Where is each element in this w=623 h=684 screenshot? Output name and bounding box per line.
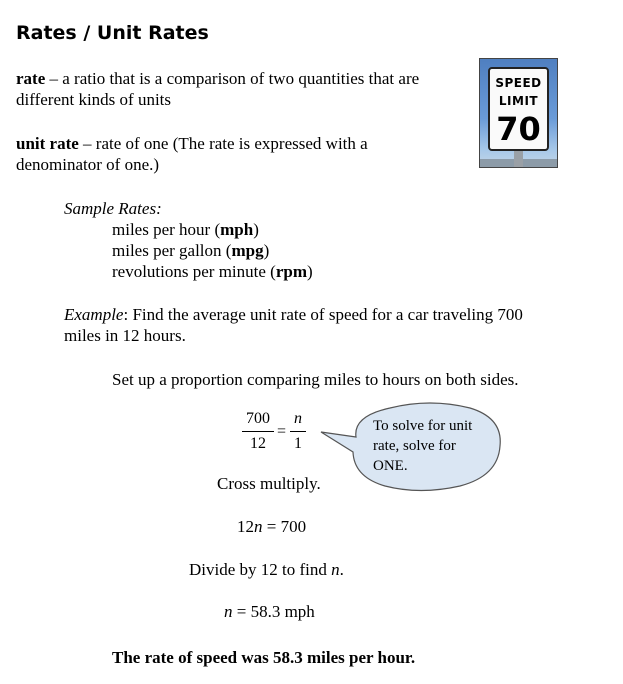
rate-definition-line1: – a ratio that is a comparison of two quantities that are <box>45 69 420 88</box>
rate-definition <box>16 68 419 89</box>
sample-rate-item: miles per hour (mph) <box>112 220 259 239</box>
callout-bubble <box>320 400 505 495</box>
sample-rates-heading: Sample Rates: <box>64 199 162 218</box>
sample-rate-item: revolutions per minute (rpm) <box>112 262 313 281</box>
sign-speed-text: SPEED <box>495 76 542 90</box>
unit-rate-definition-line1: – rate of one (The rate is expressed with a <box>78 134 368 153</box>
divide-step: Divide by 12 to find n. <box>189 560 344 579</box>
cross-multiply-step: Cross multiply. <box>217 474 321 493</box>
fraction-right-numerator: n <box>294 410 302 427</box>
speed-limit-sign-image <box>479 58 558 168</box>
example-label: Example <box>64 305 124 324</box>
example-line1: Example: Find the average unit rate of speed for a car traveling 700 <box>64 305 523 324</box>
fraction-left <box>242 409 274 454</box>
sign-number: 70 <box>496 110 541 148</box>
rate-term: rate <box>16 69 46 88</box>
fraction-right-denominator: 1 <box>294 435 302 452</box>
result-equation: n = 58.3 mph <box>224 602 315 621</box>
unit-rate-definition <box>16 133 368 154</box>
fraction-right <box>290 409 306 454</box>
rate-definition-line2: different kinds of units <box>16 90 172 109</box>
fraction-left-denominator: 12 <box>250 435 266 452</box>
callout-text: To solve for unit rate, solve for ONE. <box>373 418 473 474</box>
page-title: Rates / Unit Rates <box>16 22 209 44</box>
equation-12n: 12n = 700 <box>237 517 307 536</box>
equals-sign: = <box>277 423 287 440</box>
sign-pole <box>514 149 523 168</box>
sign-plate <box>488 67 549 151</box>
sign-limit-text: LIMIT <box>498 94 539 108</box>
unit-rate-definition-line2: denominator of one.) <box>16 155 160 174</box>
fraction-left-numerator: 700 <box>246 410 270 427</box>
conclusion: The rate of speed was 58.3 miles per hour. <box>112 648 416 667</box>
setup-step: Set up a proportion comparing miles to hours on both sides. <box>112 370 519 389</box>
sample-rate-item: miles per gallon (mpg) <box>112 241 270 260</box>
example-line2: miles in 12 hours. <box>64 326 186 345</box>
unit-rate-term: unit rate <box>16 134 79 153</box>
